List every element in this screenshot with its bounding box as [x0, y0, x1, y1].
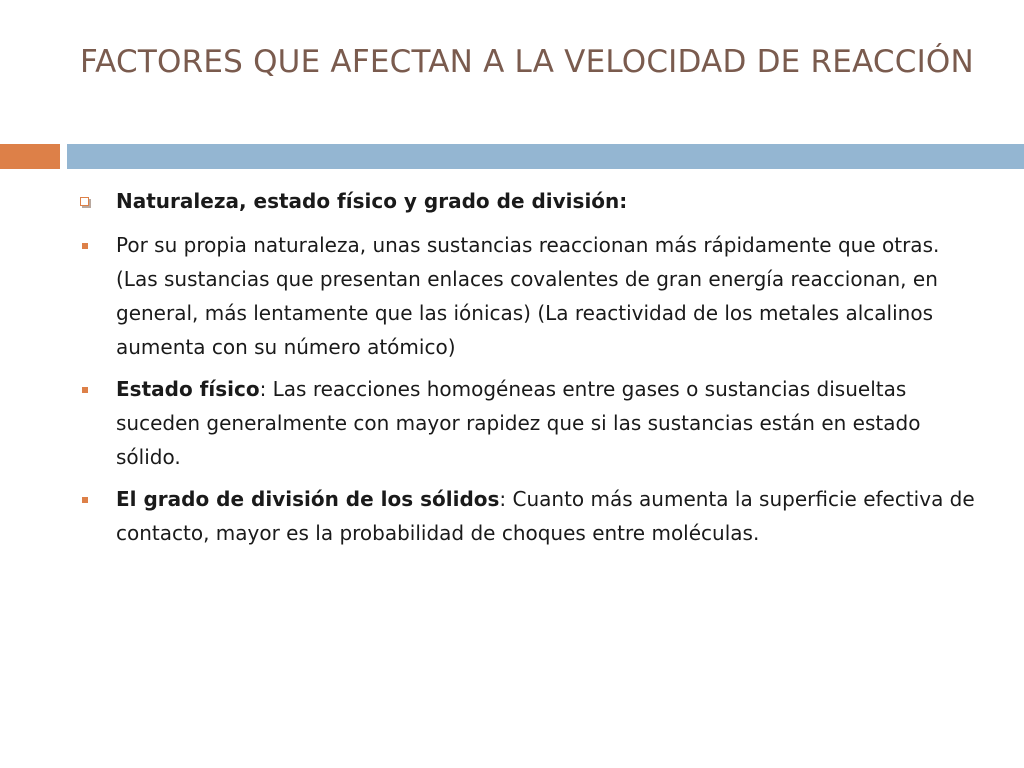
- checkbox-bullet-icon: [80, 197, 89, 206]
- title-rule-accent: [0, 144, 60, 169]
- item-text: : Las reacciones homogéneas entre gases o sustancias disueltas suceden generalmente con mayor rapidez que si las sustancias están en estado sólido.: [116, 377, 921, 469]
- title-rule-bar: [67, 144, 1024, 169]
- list-item: [76, 482, 976, 550]
- list-item: [76, 228, 976, 364]
- heading-text: Naturaleza, estado físico y grado de división:: [116, 189, 628, 213]
- item-bold-text: El grado de división de los sólidos: [116, 487, 500, 511]
- item-text: Por su propia naturaleza, unas sustancias reaccionan más rápidamente que otras. (Las sustancias que presentan enlaces covalentes de gran energía reaccionan, en general, más lentamente que las iónicas) (La reactividad de los metales alcalinos aumenta con su número atómico): [116, 233, 940, 359]
- square-bullet-icon: [82, 243, 88, 249]
- slide-body: [76, 184, 976, 558]
- item-bold-text: Estado físico: [116, 377, 260, 401]
- square-bullet-icon: [82, 497, 88, 503]
- item-text: : Cuanto más aumenta la superficie efectiva de contacto, mayor es la probabilidad de choques entre moléculas.: [116, 487, 975, 545]
- square-bullet-icon: [82, 387, 88, 393]
- slide-title: FACTORES QUE AFECTAN A LA VELOCIDAD DE REACCIÓN: [80, 44, 974, 80]
- list-item: [76, 372, 976, 474]
- heading-item: [76, 184, 976, 218]
